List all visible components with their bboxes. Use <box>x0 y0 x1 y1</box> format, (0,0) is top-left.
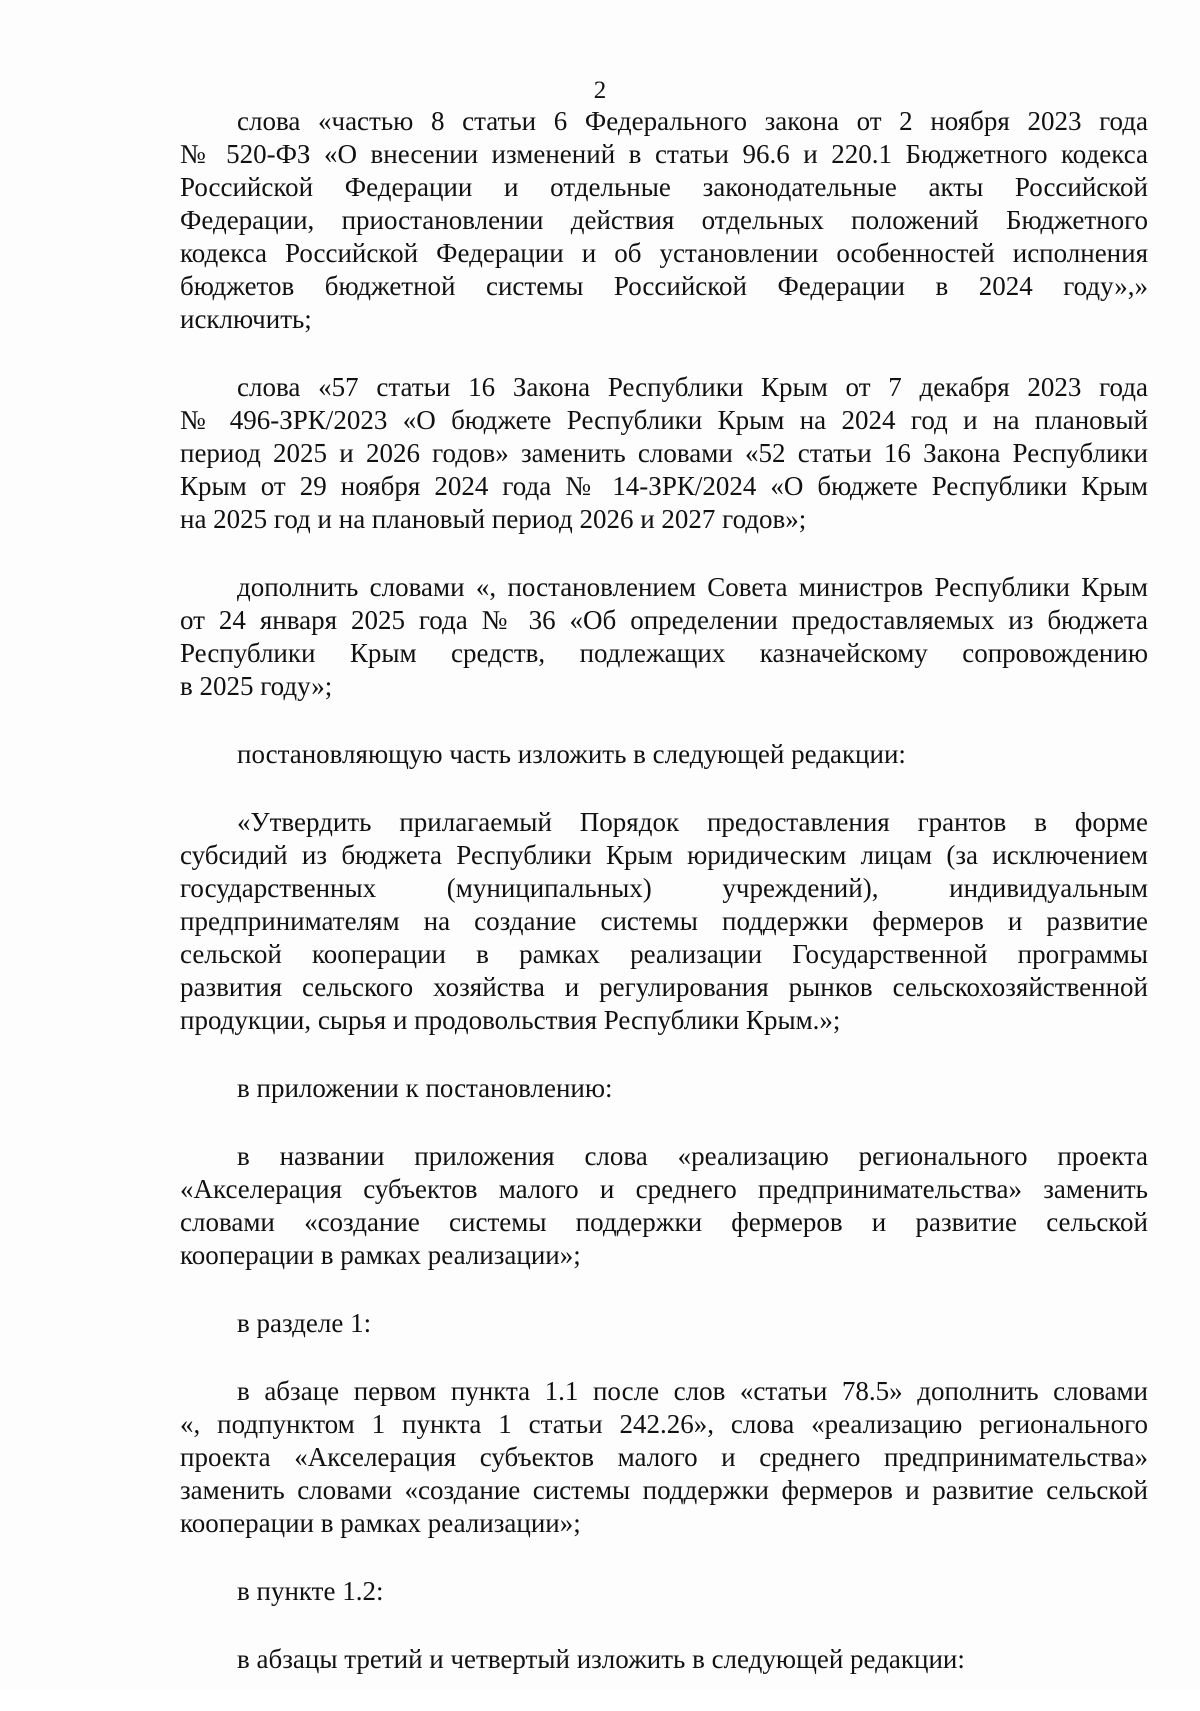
paragraph-line: период 2025 и 2026 годов» заменить словами «52 статьи 16 Закона Республики <box>180 438 1148 468</box>
paragraph-line: кодекса Российской Федерации и об установлении особенностей исполнения <box>180 238 1148 268</box>
document-body <box>180 105 1148 1711</box>
paragraph <box>180 1140 1148 1272</box>
paragraph-line: слова «частью 8 статьи 6 Федерального закона от 2 ноября 2023 года <box>237 106 1148 136</box>
paragraph-line: в пункте 1.2: <box>237 1576 384 1606</box>
paragraph-line: дополнить словами «, постановлением Совета министров Республики Крым <box>237 572 1148 602</box>
paragraph-line: «Акселерация субъектов малого и среднего предпринимательства» заменить <box>180 1174 1148 1204</box>
paragraph-line: в 2025 году»; <box>180 671 333 701</box>
paragraph-line: кооперации в рамках реализации»; <box>180 1508 581 1538</box>
paragraph-line: постановляющую часть изложить в следующей редакции: <box>237 739 906 769</box>
paragraph-line: проекта «Акселерация субъектов малого и среднего предпринимательства» <box>180 1442 1148 1472</box>
paragraph-line: № 520-ФЗ «О внесении изменений в статьи 96.6 и 220.1 Бюджетного кодекса <box>180 139 1148 169</box>
paragraph-line: слова «57 статьи 16 Закона Республики Крым от 7 декабря 2023 года <box>237 372 1148 402</box>
paragraph <box>180 738 1148 771</box>
paragraph-line: от 24 января 2025 года № 36 «Об определении предоставляемых из бюджета <box>180 605 1148 635</box>
paragraph-line: государственных (муниципальных) учреждений), индивидуальным <box>180 873 1148 903</box>
paragraph-line: в приложении к постановлению: <box>237 1073 613 1103</box>
paragraph <box>180 105 1148 336</box>
paragraph-line: в абзацы третий и четвертый изложить в следующей редакции: <box>237 1644 965 1674</box>
paragraph-line: заменить словами «создание системы поддержки фермеров и развитие сельской <box>180 1475 1148 1505</box>
paragraph-line: в названии приложения слова «реализацию регионального проекта <box>237 1141 1148 1171</box>
paragraph-line: в разделе 1: <box>237 1308 372 1338</box>
paragraph <box>180 1643 1148 1676</box>
paragraph <box>180 806 1148 1037</box>
paragraph-line: «, подпунктом 1 пункта 1 статьи 242.26», слова «реализацию регионального <box>180 1409 1148 1439</box>
page-number: 2 <box>593 77 607 104</box>
paragraph <box>180 1307 1148 1340</box>
paragraph-line: субсидий из бюджета Республики Крым юридическим лицам (за исключением <box>180 840 1148 870</box>
paragraph-line: Федерации, приостановлении действия отдельных положений Бюджетного <box>180 205 1148 235</box>
paragraph <box>180 371 1148 536</box>
paragraph-line: развития сельского хозяйства и регулирования рынков сельскохозяйственной <box>180 972 1148 1002</box>
paragraph <box>180 1072 1148 1105</box>
paragraph-line: на 2025 год и на плановый период 2026 и 2027 годов»; <box>180 504 807 534</box>
paragraph-line: № 496-ЗРК/2023 «О бюджете Республики Крым на 2024 год и на плановый <box>180 405 1148 435</box>
paragraph <box>180 571 1148 703</box>
paragraph-line: сельской кооперации в рамках реализации Государственной программы <box>180 939 1148 969</box>
paragraph-line: исключить; <box>180 304 312 334</box>
paragraph-line: Российской Федерации и отдельные законодательные акты Российской <box>180 172 1148 202</box>
paragraph-line: Республики Крым средств, подлежащих казначейскому сопровождению <box>180 638 1148 668</box>
paragraph-line: предпринимателям на создание системы поддержки фермеров и развитие <box>180 906 1148 936</box>
paragraph-line: «Утвердить прилагаемый Порядок предоставления грантов в форме <box>237 807 1148 837</box>
paragraph <box>180 1575 1148 1608</box>
paragraph-line: словами «создание системы поддержки фермеров и развитие сельской <box>180 1207 1148 1237</box>
paragraph-line: в абзаце первом пункта 1.1 после слов «статьи 78.5» дополнить словами <box>237 1376 1148 1406</box>
paragraph-line: продукции, сырья и продовольствия Республики Крым.»; <box>180 1005 841 1035</box>
paragraph-line: бюджетов бюджетной системы Российской Федерации в 2024 году»,» <box>180 271 1148 301</box>
paragraph <box>180 1375 1148 1540</box>
paragraph-line: кооперации в рамках реализации»; <box>180 1240 581 1270</box>
paragraph-line: Крым от 29 ноября 2024 года № 14-ЗРК/2024 «О бюджете Республики Крым <box>180 471 1148 501</box>
